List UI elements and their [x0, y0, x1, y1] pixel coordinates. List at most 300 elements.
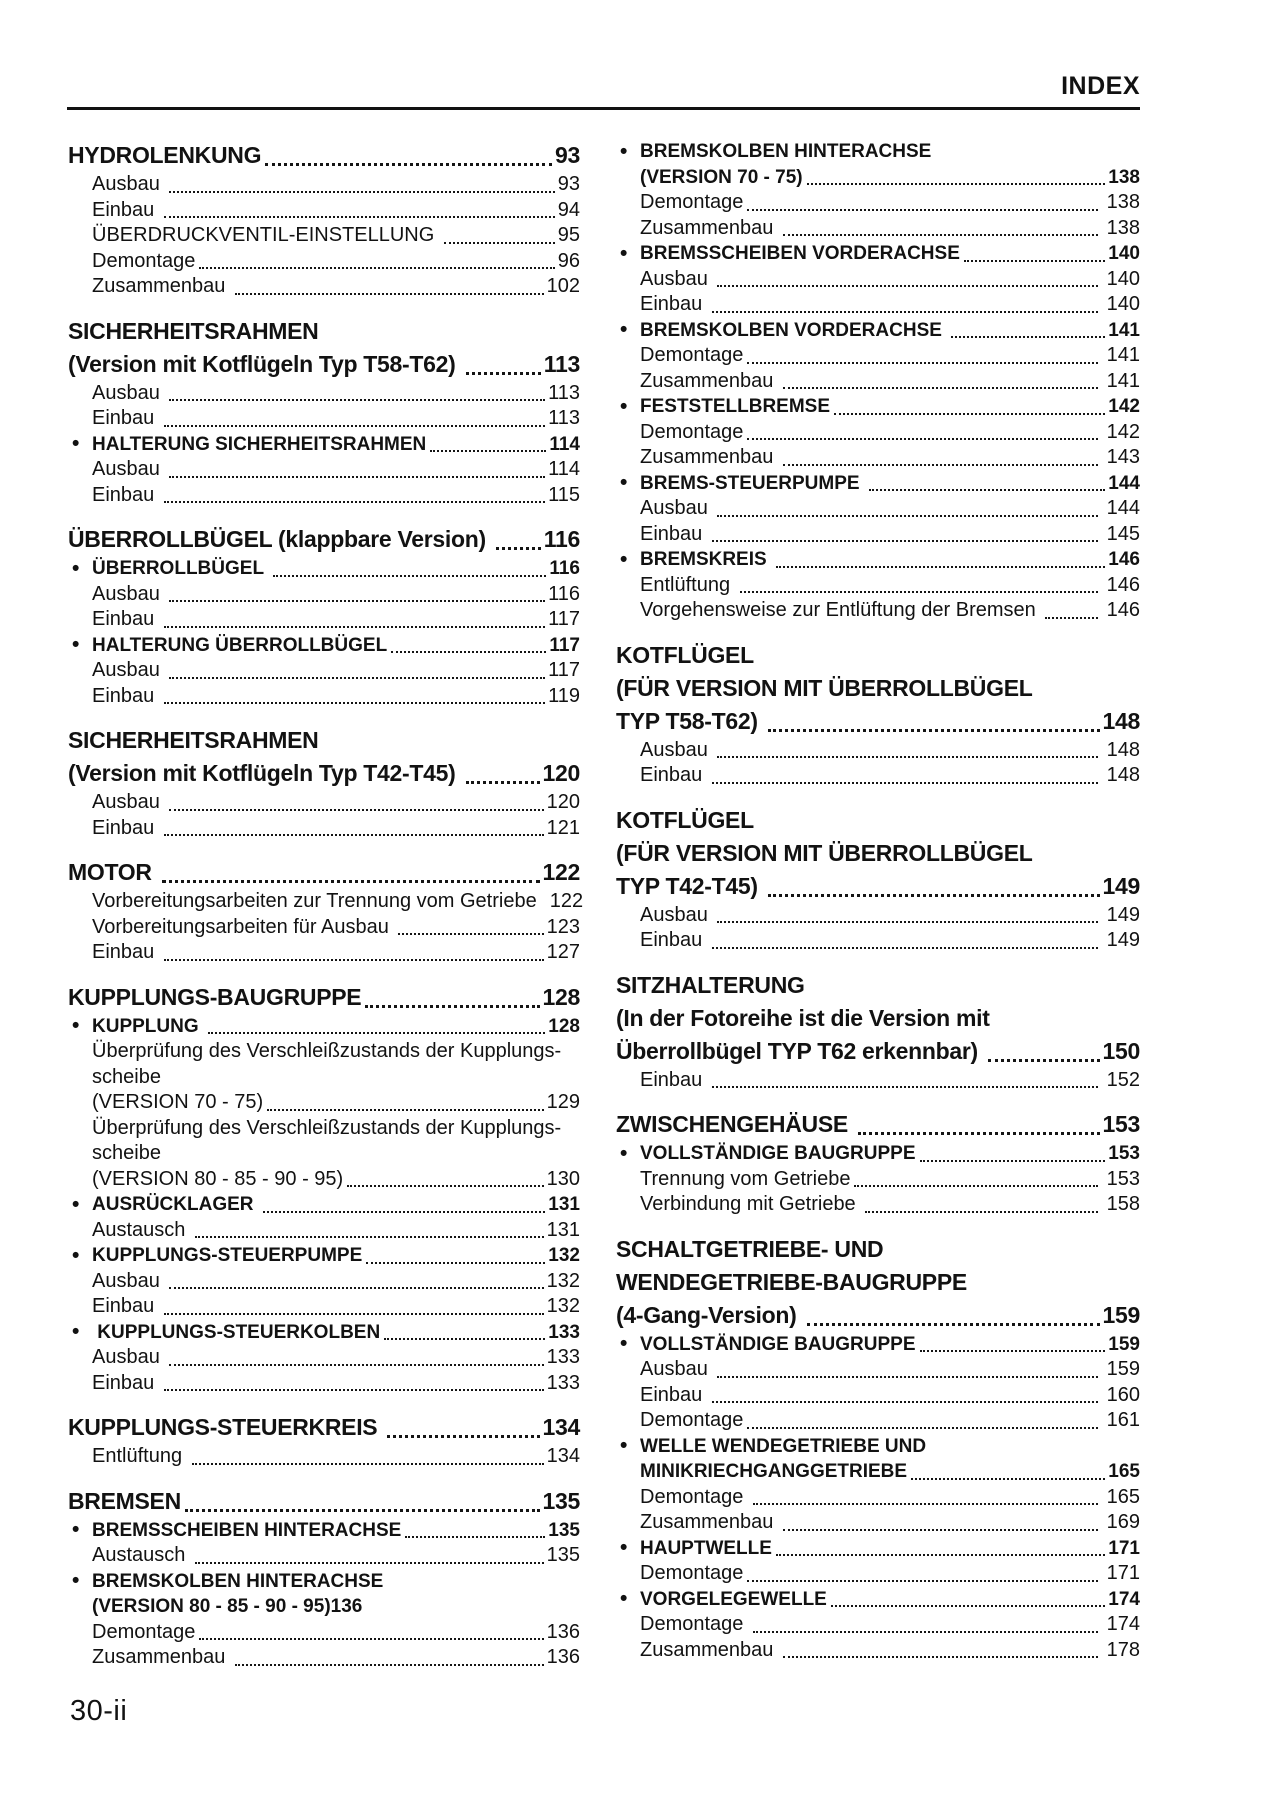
toc-entry-title: Einbau [92, 608, 160, 630]
toc-entry-page: 136 [546, 1620, 580, 1643]
toc-entry-line [616, 1408, 1140, 1434]
dot-leader [712, 1401, 1098, 1403]
toc-entry-page: 93 [557, 173, 580, 195]
bullet-icon: • [620, 1587, 628, 1610]
toc-entry-title: (FÜR VERSION MIT ÜBERROLLBÜGEL [616, 674, 1033, 701]
toc-entry-title: Ausbau [640, 738, 714, 761]
toc-entry-title: ZWISCHENGEHÄUSE [616, 1111, 854, 1137]
toc-entry-line [616, 190, 1140, 216]
toc-entry-page: 169 [1101, 1511, 1140, 1533]
toc-entry-line [68, 1141, 580, 1167]
toc-entry-page: 119 [548, 684, 580, 707]
toc-entry-line [616, 369, 1140, 395]
toc-entry-line [616, 705, 1140, 738]
toc-entry-page: 122 [542, 859, 580, 885]
toc-entry-line [68, 556, 580, 582]
dot-leader [405, 1536, 545, 1538]
dot-leader [753, 1503, 1098, 1505]
dot-leader [208, 1032, 545, 1034]
toc-entry-title: Demontage [640, 344, 744, 366]
toc-entry-line [616, 1233, 1140, 1266]
dot-leader [717, 515, 1098, 517]
dot-leader [717, 1376, 1098, 1378]
bullet-icon: • [620, 1434, 628, 1457]
toc-entry-title: Einbau [92, 1295, 160, 1317]
toc-entry-title: MOTOR [68, 859, 158, 885]
toc-entry-line [616, 1141, 1140, 1167]
toc-entry-page: 133 [546, 1346, 580, 1368]
toc-entry-page: 134 [546, 1445, 580, 1467]
toc-entry-line [616, 837, 1140, 870]
toc-section [616, 1233, 1140, 1664]
toc-entry-line [616, 522, 1140, 548]
toc-entry-line [68, 1192, 580, 1218]
toc-entry-title: (Version mit Kotflügeln Typ T58-T62) [68, 350, 462, 377]
toc-entry-line [68, 1218, 580, 1244]
toc-entry-page: 178 [1101, 1638, 1140, 1661]
toc-entry-page: 132 [548, 1245, 580, 1266]
toc-entry-title: Zusammenbau [92, 1646, 231, 1668]
dot-leader [869, 489, 1105, 491]
dot-leader [747, 438, 1098, 440]
dot-leader [768, 729, 1100, 732]
toc-entry-line [616, 903, 1140, 929]
toc-entry-title: ÜBERDRUCKVENTIL-EINSTELLUNG [92, 224, 440, 246]
toc-entry-line [68, 223, 580, 249]
toc-entry-line [68, 1594, 580, 1620]
dot-leader [164, 1313, 544, 1315]
toc-entry-line [616, 343, 1140, 369]
toc-entry-line [616, 870, 1140, 903]
toc-entry-line [68, 1269, 580, 1295]
toc-entry-title: (VERSION 80 - 85 - 90 - 95) [92, 1167, 344, 1190]
toc-section [616, 139, 1140, 624]
toc-entry-line [616, 672, 1140, 705]
toc-entry-line [68, 1569, 580, 1595]
toc-entry-line [68, 457, 580, 483]
toc-entry-title: MINIKRIECHGANGGETRIEBE [640, 1461, 908, 1482]
toc-entry-line [616, 1383, 1140, 1409]
header-title: INDEX [1061, 72, 1140, 100]
toc-entry-page: 153 [1102, 1111, 1140, 1137]
bullet-icon: • [620, 1332, 628, 1355]
dot-leader [712, 947, 1098, 949]
dot-leader [951, 336, 1105, 338]
toc-entry-line [68, 139, 580, 172]
toc-entry-page: 146 [1108, 549, 1140, 570]
toc-entry-line [616, 1002, 1140, 1035]
toc-entry-page: 152 [1101, 1068, 1140, 1091]
toc-entry-title: Ausbau [92, 381, 166, 404]
dot-leader [717, 285, 1098, 287]
toc-entry-page: 136 [330, 1596, 363, 1617]
dot-leader [717, 921, 1098, 923]
bullet-icon: • [72, 633, 80, 656]
toc-entry-line [616, 763, 1140, 789]
toc-section [68, 315, 580, 509]
toc-entry-title: Ausbau [640, 497, 714, 519]
bullet-icon: • [72, 1320, 80, 1343]
toc-entry-page: 174 [1108, 1588, 1140, 1610]
toc-entry-line [68, 724, 580, 757]
toc-entry-page: 146 [1101, 573, 1140, 596]
toc-entry-page: 117 [548, 659, 580, 681]
toc-entry-title: BREMSEN [68, 1487, 181, 1514]
toc-entry-page: 150 [1102, 1037, 1140, 1064]
toc-entry-line [68, 381, 580, 407]
toc-entry-line [616, 216, 1140, 242]
toc-entry-title: BREMSKOLBEN HINTERACHSE [640, 141, 932, 162]
dot-leader [263, 1211, 546, 1213]
toc-entry-page: 136 [546, 1646, 580, 1668]
toc-entry-line [616, 471, 1140, 497]
dot-leader [398, 933, 543, 935]
toc-entry-page: 116 [549, 558, 580, 579]
dot-leader [783, 464, 1098, 466]
toc-entry-title: Demontage [640, 1485, 749, 1508]
toc-entry-page: 120 [546, 791, 580, 813]
toc-entry-page: 142 [1101, 420, 1140, 443]
toc-entry-line [68, 607, 580, 633]
toc-entry-page: 116 [548, 582, 580, 605]
dot-leader [783, 387, 1098, 389]
toc-entry-line [68, 816, 580, 842]
dot-leader [988, 1059, 1100, 1062]
toc-entry-page: 158 [1101, 1193, 1140, 1215]
toc-entry-title: (4-Gang-Version) [616, 1301, 803, 1328]
toc-entry-page: 114 [549, 433, 580, 455]
toc-entry-title: Einbau [640, 293, 708, 315]
page-header [67, 72, 1140, 101]
dot-leader [920, 1350, 1106, 1352]
toc-entry-line [616, 1192, 1140, 1218]
toc-entry-line [616, 928, 1140, 954]
toc-entry-page: 130 [546, 1167, 580, 1190]
dot-leader [267, 1109, 543, 1111]
bullet-icon: • [72, 432, 80, 455]
dot-leader [920, 1160, 1106, 1162]
toc-entry-line [68, 889, 584, 915]
toc-entry-line [616, 1332, 1140, 1358]
toc-entry-title: Zusammenbau [640, 369, 779, 392]
toc-entry-page: 128 [548, 1015, 580, 1037]
toc-entry-line [68, 757, 580, 790]
toc-entry-title: TYP T42-T45) [616, 872, 764, 899]
toc-entry-page: 133 [546, 1371, 580, 1394]
toc-section [68, 981, 580, 1397]
toc-entry-page: 141 [1101, 369, 1140, 392]
toc-entry-title: Einbau [640, 522, 708, 545]
dot-leader [164, 216, 555, 218]
toc-entry-title: Trennung vom Getriebe [640, 1167, 851, 1190]
toc-entry-title: WENDEGETRIEBE-BAUGRUPPE [616, 1268, 967, 1295]
toc-entry-line [68, 1116, 580, 1142]
dot-leader [164, 1389, 544, 1391]
dot-leader [1045, 617, 1098, 619]
page-number: 30-ii [70, 1695, 128, 1727]
toc-entry-page: 159 [1101, 1358, 1140, 1380]
toc-entry-title: (In der Fotoreihe ist die Version mit [616, 1004, 990, 1031]
toc-entry-line [616, 267, 1140, 293]
toc-entry-line [68, 1167, 580, 1193]
toc-entry-line [68, 940, 580, 966]
toc-entry-page: 117 [548, 608, 580, 630]
toc-section [616, 639, 1140, 789]
toc-entry-title: VORGELEGEWELLE [640, 1588, 827, 1610]
toc-entry-page: 113 [548, 381, 580, 404]
toc-entry-line [68, 856, 580, 889]
toc-entry-page: 149 [1101, 929, 1140, 951]
toc-entry-line [616, 1510, 1140, 1536]
toc-entry-page: 128 [542, 983, 580, 1010]
dot-leader [747, 362, 1098, 364]
bullet-icon: • [72, 556, 80, 580]
toc-entry-title: Demontage [640, 1613, 749, 1635]
dot-leader [466, 372, 541, 375]
toc-entry-page: 138 [1108, 166, 1140, 188]
dot-leader [164, 626, 545, 628]
toc-entry-title: Austausch [92, 1218, 191, 1241]
toc-entry-title: (VERSION 80 - 85 - 90 - 95) [92, 1596, 331, 1617]
toc-entry-page: 141 [1101, 344, 1140, 366]
toc-entry-line [68, 406, 580, 432]
toc-entry-title: KOTFLÜGEL [616, 806, 754, 833]
toc-entry-title: KUPPLUNGS-STEUERPUMPE [92, 1245, 363, 1266]
dot-leader [384, 1338, 545, 1340]
dot-leader [235, 293, 544, 295]
toc-entry-line [68, 1090, 580, 1116]
dot-leader [169, 476, 545, 478]
toc-entry-line [68, 915, 580, 941]
toc-entry-page: 144 [1101, 497, 1140, 519]
dot-leader [858, 1132, 1100, 1135]
toc-entry-title: BREMSSCHEIBEN VORDERACHSE [640, 243, 960, 264]
toc-entry-title: HALTERUNG SICHERHEITSRAHMEN [92, 433, 427, 455]
toc-section [616, 969, 1140, 1094]
toc-entry-page: 174 [1101, 1613, 1140, 1635]
toc-section [616, 1108, 1140, 1218]
toc-entry-page: 138 [1101, 216, 1140, 239]
toc-entry-title: Ausbau [92, 791, 166, 813]
toc-entry-line [616, 1459, 1140, 1485]
toc-entry-line [68, 1243, 580, 1269]
toc-entry-title: BREMSKOLBEN VORDERACHSE [640, 319, 948, 341]
dot-leader [169, 191, 554, 193]
toc-entry-page: 146 [1101, 599, 1140, 621]
bullet-icon: • [72, 1014, 80, 1037]
toc-entry-title: Demontage [92, 249, 196, 272]
toc-section [68, 523, 580, 709]
bullet-icon: • [620, 547, 628, 571]
toc-entry-line [68, 1444, 580, 1470]
toc-entry-title: SICHERHEITSRAHMEN [68, 317, 319, 344]
dot-leader [496, 547, 541, 550]
toc-entry-title: Entlüftung [92, 1445, 188, 1467]
toc-entry-title: Ausbau [640, 267, 714, 290]
toc-entry-line [616, 165, 1140, 191]
toc-entry-title: SICHERHEITSRAHMEN [68, 727, 319, 753]
dot-leader [235, 1664, 544, 1666]
toc-entry-title: KUPPLUNGS-BAUGRUPPE [68, 983, 362, 1010]
toc-entry-page: 131 [546, 1218, 580, 1241]
toc-entry-page: 143 [1101, 446, 1140, 468]
toc-entry-title: AUSRÜCKLAGER [92, 1194, 259, 1215]
dot-leader [164, 834, 544, 836]
toc-entry-title: Zusammenbau [640, 1511, 779, 1533]
toc-entry-title: Austausch [92, 1544, 191, 1566]
dot-leader [169, 399, 545, 401]
dot-leader [807, 1323, 1100, 1326]
toc-entry-page: 153 [1108, 1143, 1140, 1164]
toc-entry-line [68, 198, 580, 224]
toc-entry-title: Vorgehensweise zur Entlüftung der Bremsen [640, 599, 1042, 621]
toc-entry-title: VOLLSTÄNDIGE BAUGRUPPE [640, 1143, 916, 1164]
toc-entry-title: HYDROLENKUNG [68, 142, 262, 168]
toc-entry-title: Demontage [640, 191, 744, 213]
toc-entry-title: Einbau [640, 1383, 708, 1406]
toc-entry-page: 140 [1108, 243, 1140, 264]
toc-entry-title: KOTFLÜGEL [616, 641, 754, 668]
toc-entry-title: KUPPLUNG [92, 1015, 204, 1037]
toc-entry-line [616, 292, 1140, 318]
toc-entry-line [616, 1068, 1140, 1094]
dot-leader [717, 756, 1098, 758]
toc-entry-page: 120 [542, 760, 580, 786]
toc-entry-title: Zusammenbau [92, 275, 231, 297]
toc-entry-title: SCHALTGETRIEBE- UND [616, 1235, 884, 1262]
toc-entry-page: 142 [1108, 396, 1140, 417]
toc-entry-title: HALTERUNG ÜBERROLLBÜGEL [92, 634, 388, 656]
dot-leader [169, 600, 545, 602]
toc-entry-page: 116 [543, 526, 580, 552]
toc-entry-title: Einbau [640, 1068, 708, 1091]
toc-entry-line [616, 445, 1140, 471]
toc-entry-page: 160 [1101, 1383, 1140, 1406]
dot-leader [747, 209, 1098, 211]
dot-leader [199, 267, 554, 269]
dot-leader [195, 1236, 544, 1238]
toc-entry-line [616, 496, 1140, 522]
toc-entry-title: (VERSION 70 - 75) [92, 1091, 264, 1113]
toc-entry-line [68, 633, 580, 659]
toc-entry-title: Einbau [92, 941, 160, 963]
bullet-icon: • [620, 139, 628, 163]
dot-leader [164, 501, 545, 503]
toc-entry-title: Einbau [92, 483, 160, 506]
toc-entry-page: 171 [1101, 1562, 1140, 1584]
dot-leader [807, 183, 1106, 185]
dot-leader [776, 566, 1105, 568]
toc-entry-title: BREMSSCHEIBEN HINTERACHSE [92, 1519, 402, 1541]
toc-entry-title: Überprüfung des Verschleißzustands der Kupplungs- [92, 1116, 562, 1139]
dot-leader [195, 1562, 544, 1564]
toc-entry-line [68, 172, 580, 198]
toc-entry-line [68, 1645, 580, 1671]
dot-leader [192, 1463, 544, 1465]
dot-leader [776, 1554, 1105, 1556]
toc-entry-title: Zusammenbau [640, 1638, 779, 1661]
toc-entry-page: 129 [546, 1091, 580, 1113]
toc-entry-page: 141 [1108, 319, 1140, 341]
toc-section [68, 724, 580, 841]
column-left [68, 139, 584, 1686]
toc-entry-line [616, 1638, 1140, 1664]
dot-leader [391, 651, 546, 653]
toc-entry-title: Ausbau [92, 659, 166, 681]
toc-entry-line [68, 483, 580, 509]
dot-leader [199, 1638, 543, 1640]
toc-entry-title: Überprüfung des Verschleißzustands der Kupplungs- [92, 1040, 562, 1062]
toc-entry-page: 165 [1101, 1485, 1140, 1508]
bullet-icon: • [620, 1141, 628, 1165]
toc-entry-title: VOLLSTÄNDIGE BAUGRUPPE [640, 1333, 916, 1355]
toc-entry-line [616, 139, 1140, 165]
toc-entry-title: Demontage [640, 420, 744, 443]
toc-entry-title: BREMS-STEUERPUMPE [640, 472, 865, 494]
toc-entry-page: 148 [1101, 738, 1140, 761]
toc-entry-title: Zusammenbau [640, 446, 779, 468]
toc-entry-line [68, 274, 580, 300]
dot-leader [854, 1185, 1098, 1187]
toc-entry-line [616, 804, 1140, 837]
toc-entry-title: BREMSKREIS [640, 549, 772, 570]
toc-entry-title: Einbau [640, 764, 708, 786]
dot-leader [366, 1262, 545, 1264]
toc-entry-line [616, 1485, 1140, 1511]
dot-leader [964, 260, 1105, 262]
toc-entry-title: ÜBERROLLBÜGEL (klappbare Version) [68, 526, 492, 552]
toc-entry-line [68, 315, 580, 348]
toc-entry-title: ÜBERROLLBÜGEL [92, 558, 269, 579]
toc-entry-line [616, 1357, 1140, 1383]
header-rule [67, 107, 1140, 110]
toc-entry-line [616, 1266, 1140, 1299]
toc-entry-line [616, 598, 1140, 624]
toc-entry-page: 95 [557, 224, 580, 246]
toc-entry-title: FESTSTELLBREMSE [640, 396, 831, 417]
dot-leader [162, 880, 540, 883]
toc-entry-title: Ausbau [92, 1269, 166, 1292]
toc-entry-line [68, 1543, 580, 1569]
toc-entry-page: 115 [548, 483, 580, 506]
toc-entry-page: 153 [1101, 1167, 1140, 1190]
toc-entry-title: scheibe [92, 1142, 161, 1164]
toc-entry-title: Demontage [640, 1409, 744, 1431]
toc-entry-line [616, 1536, 1140, 1562]
toc-entry-line [68, 1518, 580, 1544]
toc-entry-page: 131 [548, 1194, 580, 1215]
dot-leader [747, 1427, 1098, 1429]
bullet-icon: • [620, 394, 628, 418]
toc-entry-line [68, 1294, 580, 1320]
toc-entry-title: Demontage [92, 1620, 196, 1643]
toc-entry-title: Ausbau [92, 458, 166, 480]
toc-entry-page: 114 [548, 458, 580, 480]
toc-entry-title: Verbindung mit Getriebe [640, 1193, 862, 1215]
toc-entry-title: Ausbau [640, 903, 714, 926]
toc-entry-line [616, 639, 1140, 672]
bullet-icon: • [620, 241, 628, 265]
toc-entry-page: 93 [555, 142, 580, 168]
toc-entry-line [68, 1014, 580, 1040]
toc-entry-page: 132 [546, 1269, 580, 1292]
toc-section [68, 856, 584, 966]
toc-entry-line [68, 1065, 580, 1091]
toc-entry-title: Einbau [92, 407, 160, 429]
toc-entry-page: 135 [542, 1487, 580, 1514]
toc-entry-page: 165 [1108, 1461, 1140, 1482]
toc-entry-line [616, 1299, 1140, 1332]
